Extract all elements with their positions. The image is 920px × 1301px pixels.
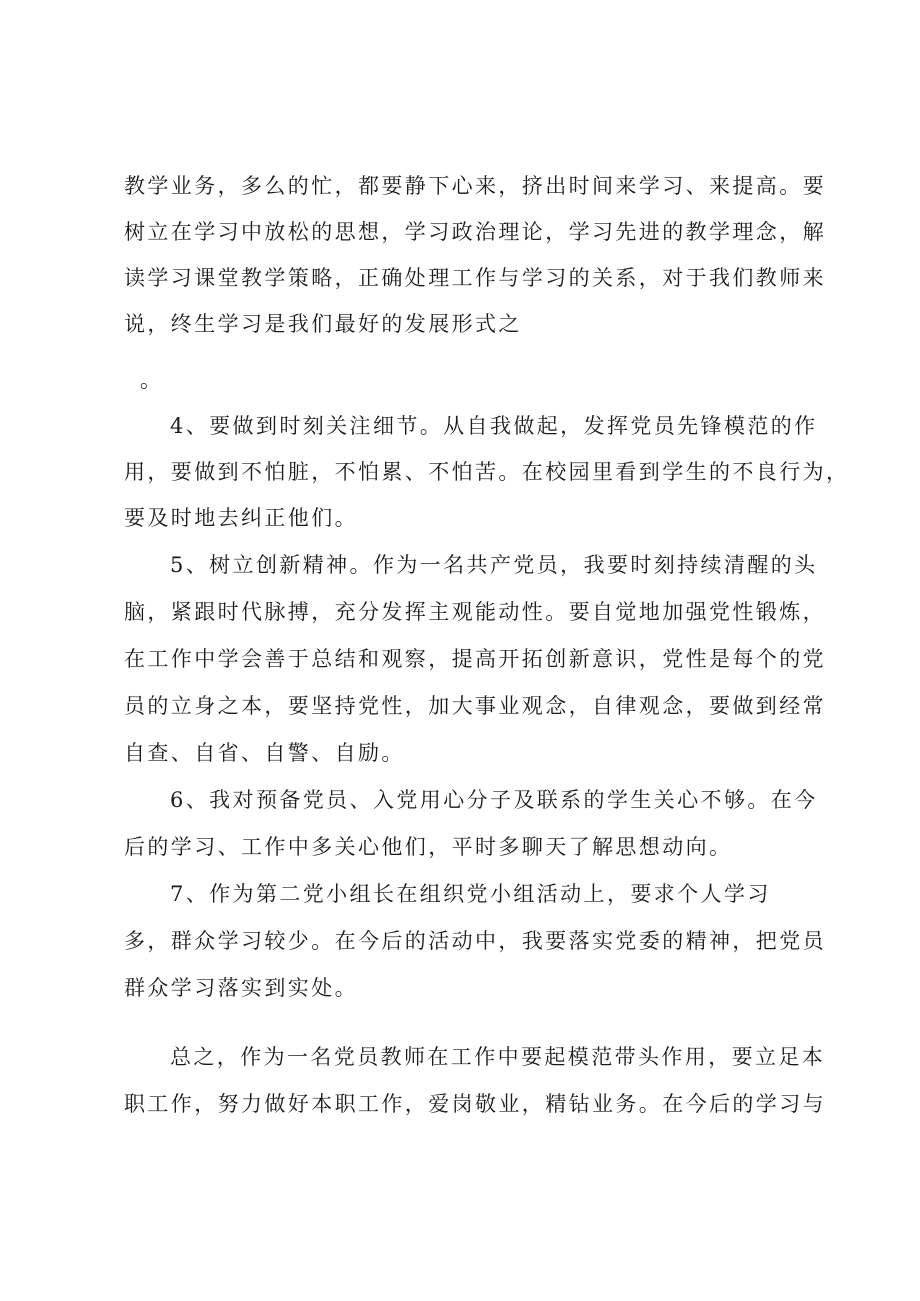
text-line: 树立在学习中放松的思想，学习政治理论，学习先进的教学理念，解 bbox=[124, 220, 826, 244]
text-line: 在工作中学会善于总结和观察，提高开拓创新意识，党性是每个的党 bbox=[124, 647, 826, 671]
text-line: 职工作，努力做好本职工作，爱岗敬业，精钻业务。在今后的学习与 bbox=[124, 1092, 826, 1116]
text-line: 说，终生学习是我们最好的发展形式之 bbox=[124, 312, 522, 336]
summary-paragraph: 总之，作为一名党员教师在工作中要起模范带头作用，要立足本 bbox=[170, 1045, 826, 1069]
text-line: 员的立身之本，要坚持党性，加大事业观念，自律观念，要做到经常 bbox=[124, 694, 826, 718]
list-item-6: 6、我对预备党员、入党用心分子及联系的学生关心不够。在今 bbox=[170, 788, 818, 812]
list-item-7: 7、作为第二党小组长在组织党小组活动上，要求个人学习 bbox=[170, 882, 771, 906]
text-line: 后的学习、工作中多关心他们，平时多聊天了解思想动向。 bbox=[124, 835, 733, 859]
list-item-5: 5、树立创新精神。作为一名共产党员，我要时刻持续清醒的头 bbox=[170, 553, 818, 577]
text-line: 教学业务，多么的忙，都要静下心来，挤出时间来学习、来提高。要 bbox=[124, 174, 826, 198]
text-line: 。 bbox=[140, 368, 164, 392]
text-line: 多，群众学习较少。在今后的活动中，我要落实党委的精神，把党员 bbox=[124, 929, 826, 953]
text-line: 自查、自省、自警、自励。 bbox=[124, 741, 405, 765]
text-line: 要及时地去纠正他们。 bbox=[124, 506, 358, 530]
text-line: 脑，紧跟时代脉搏，充分发挥主观能动性。要自觉地加强党性锻炼， bbox=[124, 600, 826, 624]
list-item-4: 4、要做到时刻关注细节。从自我做起，发挥党员先锋模范的作 bbox=[170, 414, 818, 438]
text-line: 读学习课堂教学策略，正确处理工作与学习的关系，对于我们教师来 bbox=[124, 266, 826, 290]
text-line: 用，要做到不怕脏，不怕累、不怕苦。在校园里看到学生的不良行为， bbox=[124, 460, 850, 484]
text-line: 群众学习落实到实处。 bbox=[124, 976, 358, 1000]
